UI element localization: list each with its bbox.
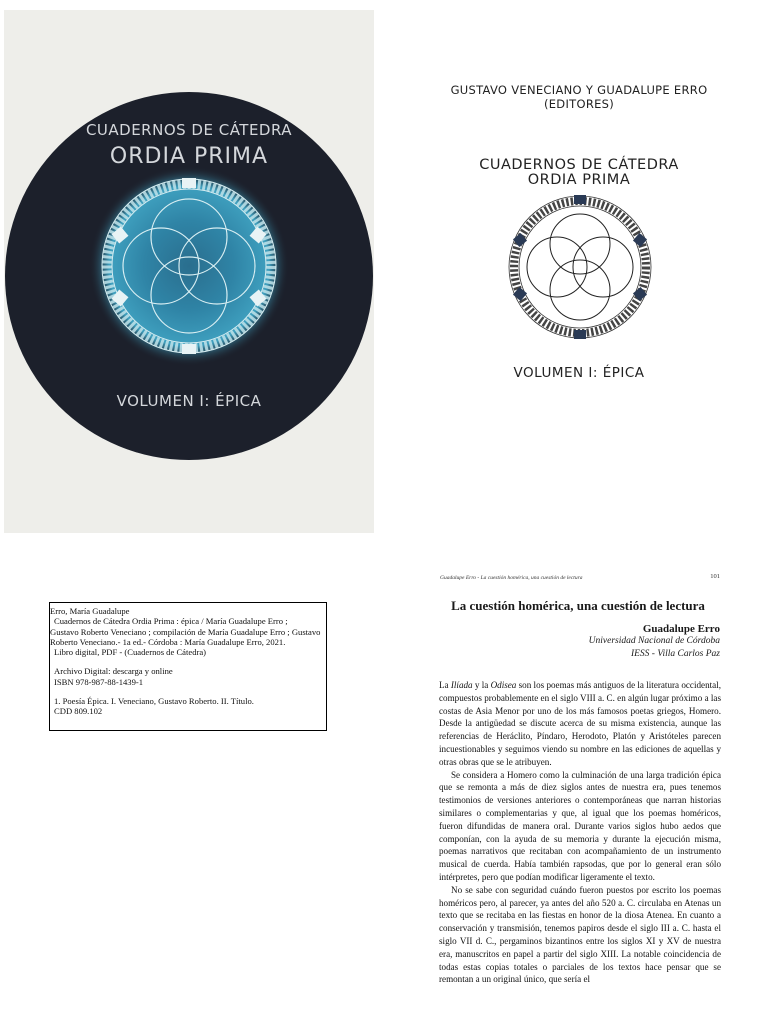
author-affiliation-institute: IESS - Villa Carlos Paz xyxy=(630,649,720,659)
body-paragraph-2: Se considera a Homero como la culminación de una larga tradición épica que se remonta a más de diez siglos antes de nuestra era, pues tenemos testimonios de versiones anteriores o contemporáneas que narran historias similares o complementarias y que, al igual que los poemas homéricos, fueron difundidas de manera oral. Durante varios siglos hubo aedos que componían, con la ayuda de su memoria y durante la ejecución misma, poemas narrativos que recitaban con acompañamiento de un instrumento musical de cuerda. Había también rapsodas, que por lo general eran sólo intérpretes, pero que podían modificar ligeramente el texto. xyxy=(439,769,721,882)
catalog-author: Erro, María Guadalupe xyxy=(50,606,130,616)
body-paragraph-1 xyxy=(439,679,721,769)
iliad-italic: Ilíada xyxy=(450,680,473,690)
article-page xyxy=(430,572,768,1024)
p1-text-a: La xyxy=(439,680,451,690)
author-affiliation-university: Universidad Nacional de Córdoba xyxy=(588,636,720,646)
emblem-meander-ring xyxy=(514,201,646,333)
p1-text-b: y la xyxy=(472,680,491,690)
editors-names: GUSTAVO VENECIANO Y GUADALUPE ERRO xyxy=(450,83,708,97)
editors-role: (EDITORES) xyxy=(543,97,615,111)
catalog-publication-line: Roberto Veneciano.- 1a ed.- Córdoba : María Guadalupe Erro, 2021. xyxy=(50,636,286,647)
cover-volume-title: VOLUMEN I: ÉPICA xyxy=(116,392,262,410)
title-page-series xyxy=(390,158,768,188)
cover-collection-title: ORDIA PRIMA xyxy=(109,144,269,169)
catalog-title-line: Cuadernos de Cátedra Ordia Prima : épica / María Guadalupe Erro ; xyxy=(54,616,288,627)
editors-credit xyxy=(390,83,768,111)
cover-series-title: CUADERNOS DE CÁTEDRA xyxy=(85,121,293,139)
article-title: La cuestión homérica, una cuestión de lectura xyxy=(451,598,705,613)
body-paragraph-3: No se sabe con seguridad cuándo fueron puestos por escrito los poemas homéricos pero, al parecer, ya antes del año 520 a. C. circulaba en Atenas un texto que se recitaba en las fiestas en honor de la diosa Atenea. En cuanto a conservación y transmisión, tenemos papiros desde el siglo III a. C. hasta el siglo VII d. C., pergaminos bizantinos entre los siglos XI y XV de nuestra era, manuscritos en papel a partir del siglo XIII. La notable coincidencia de todas estas copias totales o parciales de los textos hace pensar que se remontan a un original único, que sería el xyxy=(439,884,721,985)
catalog-contributors-line: Gustavo Roberto Veneciano ; compilación de María Guadalupe Erro ; Gustavo xyxy=(50,626,321,637)
cover-art xyxy=(4,10,374,533)
catalog-format-line: Libro digital, PDF - (Cuadernos de Cátedra) xyxy=(54,647,207,658)
running-head: Guadalupe Erro - La cuestión homérica, una cuestión de lectura xyxy=(440,575,583,581)
catalog-record xyxy=(49,602,327,731)
title-page-emblem xyxy=(504,191,656,343)
catalog-cdd: CDD 809.102 xyxy=(54,706,103,717)
cover-glow xyxy=(89,166,289,366)
title-page xyxy=(390,10,768,533)
title-page-volume: VOLUMEN I: ÉPICA xyxy=(513,365,645,381)
title-page-collection-name: ORDIA PRIMA xyxy=(527,172,631,188)
article-body xyxy=(439,679,721,986)
catalog-subjects: 1. Poesía Épica. I. Veneciano, Gustavo Roberto. II. Título. xyxy=(54,696,254,707)
catalog-isbn: ISBN 978-987-88-1439-1 xyxy=(54,676,144,687)
title-page-series-name: CUADERNOS DE CÁTEDRA xyxy=(479,157,679,173)
book-cover xyxy=(4,10,374,533)
odyssey-italic: Odisea xyxy=(490,680,517,690)
catalog-archive-line: Archivo Digital: descarga y online xyxy=(54,666,173,677)
page-number: 101 xyxy=(710,573,720,580)
p1-text-c: son los poemas más antiguos de la literatura occidental, compuestos probablemente en el siglo VIII a. C. en algún lugar próximo a las costas de Asia Menor por uno de los más famosos poetas griegos, Homero. Desde la antigüedad se discute acerca de su misma existencia, aunque las referencias de Heráclito, Píndaro, Herodoto, Platón y Aristóteles parecen incuestionables y seguimos viendo su nombre en las ediciones de aquellas y otras obras que se le atribuyen. xyxy=(439,680,721,767)
emblem-knot-circles xyxy=(527,214,633,320)
article-author: Guadalupe Erro xyxy=(642,623,720,635)
